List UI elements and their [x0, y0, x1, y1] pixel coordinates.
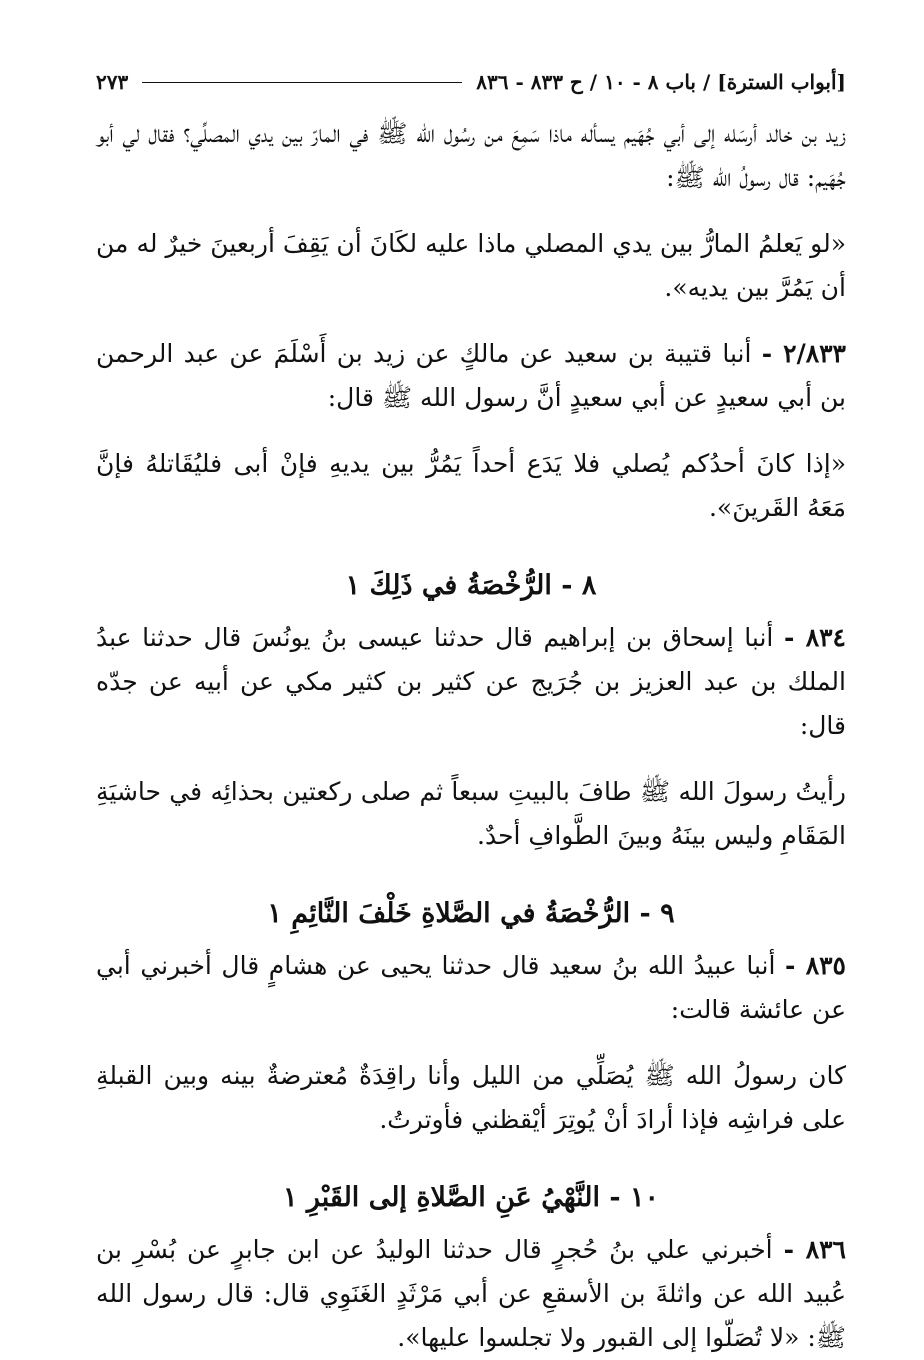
- hadith-text: أنبا قتيبة بن سعيد عن مالكٍ عن زيد بن أَسْلَمَ عن عبد الرحمن بن أبي سعيدٍ عن أبي سعيدٍ أنَّ رسول الله ﷺ قال:: [96, 339, 846, 412]
- hadith-835: [96, 944, 846, 1032]
- running-head: [96, 62, 846, 102]
- running-head-title: [أبواب السترة] / باب ٨ - ١٠ / ح ٨٣٣ - ٨٣٦: [476, 70, 846, 94]
- hadith-report: كان رسولُ الله ﷺ يُصَلِّي من الليل وأنا راقِدَةٌ مُعترضةٌ بينه وبين القبلةِ على فراشِه فإذا أرادَ أنْ يُوتِرَ أيْقظني فأوترتُ.: [96, 1061, 846, 1134]
- hadith-number: ٨٣٦ -: [783, 1235, 846, 1264]
- hadith-836: [96, 1228, 846, 1360]
- chapter-heading-10: ١٠ - النَّهْيُ عَنِ الصَّلاةِ إلى القَبْرِ ١: [282, 1182, 660, 1213]
- hadith-number: ٨٣٤ -: [783, 623, 846, 652]
- prophetic-saying: «إذا كانَ أحدُكم يُصلي فلا يَدَع أحداً يَمُرُّ بين يديهِ فإنْ أبى فليُقَاتلهُ فإنَّ مَعَهُ القَرينَ».: [96, 449, 846, 522]
- hadith-number: ٨٣٥ -: [784, 951, 846, 980]
- page-number: ٢٧٣: [96, 70, 129, 94]
- hadith-number: ٢/٨٣٣ -: [761, 339, 846, 368]
- hadith-text: أنبا إسحاق بن إبراهيم قال حدثنا عيسى بنُ يونُسَ قال حدثنا عبدُ الملك بن عبد العزيز بن جُرَيج عن كثير بن كثير مكي عن أبيه عن جدّه قال:: [96, 623, 846, 740]
- hadith-833-2: [96, 332, 846, 420]
- chapter-heading-9: ٩ - الرُّخْصَةُ في الصَّلاةِ خَلْفَ النَّائِمِ ١: [267, 898, 675, 929]
- prophetic-saying: «لو يَعلمُ المارُّ بين يدي المصلي ماذا عليه لكَانَ أن يَقِفَ أربعينَ خيرٌ له من أن يَمُرَّ بين يديه».: [96, 229, 846, 302]
- chapter-heading-8: ٨ - الرُّخْصَةُ في ذَلِكَ ١: [345, 570, 597, 601]
- header-rule: [142, 82, 462, 83]
- hadith-text: أخبرني علي بنُ حُجرٍ قال حدثنا الوليدُ عن ابن جابرٍ عن بُسْرِ بن عُبيد الله عن واثلةَ بن الأسقعِ عن أبي مَرْثَدٍ الغَنَوِي قال: قال رسول الله ﷺ: «لا تُصَلّوا إلى القبور ولا تجلسوا عليها».: [96, 1235, 846, 1352]
- hadith-report: رأيتُ رسولَ الله ﷺ طافَ بالبيتِ سبعاً ثم صلى ركعتين بحذائِه في حاشيَةِ المَقَامِ وليس بينَهُ وبينَ الطَّوافِ أحدٌ.: [96, 777, 846, 850]
- hadith-text: أنبا عبيدُ الله بنُ سعيد قال حدثنا يحيى عن هشامٍ قال أخبرني أبي عن عائشة قالت:: [96, 951, 846, 1024]
- paragraph-continuation: زيد بن خالد أرسَله إلى أبي جُهَيم يسأله ماذا سَمِعَ من رسُول الله ﷺ في المارّ بين يدي المصلِّي؟ فقال لي أبو جُهَيم: قال رسولُ الله ﷺ:: [96, 119, 846, 192]
- hadith-834: [96, 616, 846, 748]
